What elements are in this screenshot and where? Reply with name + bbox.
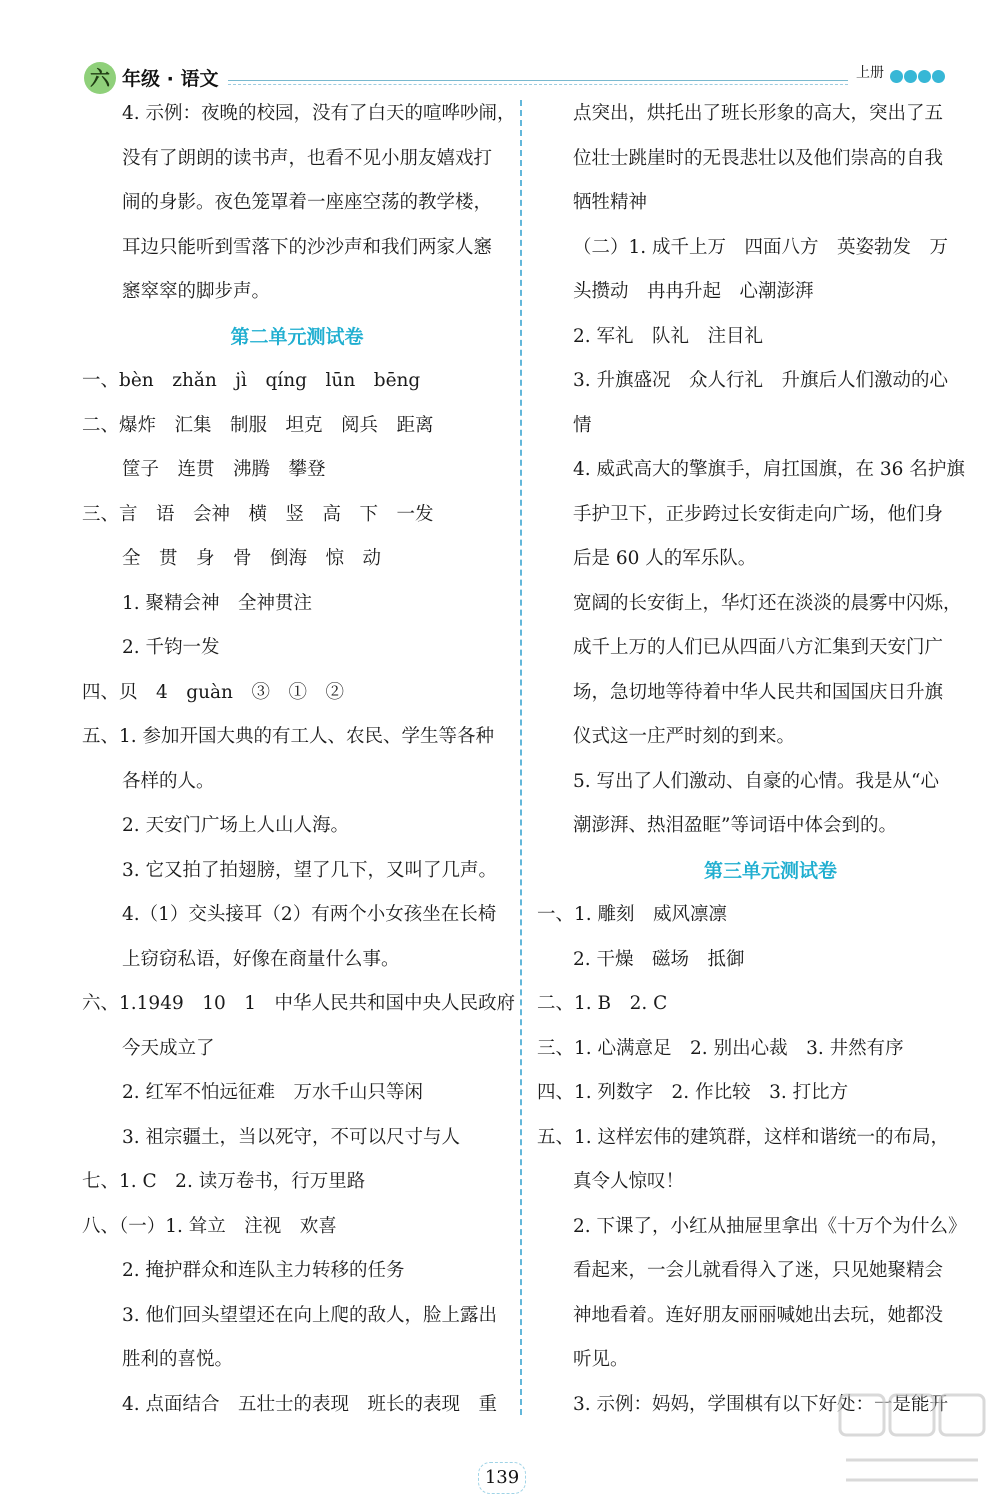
header-rule-dashed xyxy=(228,84,848,85)
answer-line: 窸窣窣的脚步声。 xyxy=(122,281,271,302)
answer-line: 2. 天安门广场上人山人海。 xyxy=(122,815,350,836)
answer-line: 1. 聚精会神 全神贯注 xyxy=(122,592,313,614)
answer-line: 二、爆炸 汇集 制服 坦克 阅兵 距离 xyxy=(82,414,434,436)
answer-line: 仪式这一庄严时刻的到来。 xyxy=(573,726,796,747)
answer-line: 没有了朗朗的读书声，也看不见小朋友嬉戏打 xyxy=(122,147,493,169)
section-title: 第二单元测试卷 xyxy=(230,325,364,348)
page-header xyxy=(0,0,1000,100)
answer-line: 情 xyxy=(573,414,592,436)
grade-subject-label: 年级 · 语文 xyxy=(122,68,219,90)
answer-line: 3. 他们回头望望还在向上爬的敌人，脸上露出 xyxy=(122,1304,498,1326)
answer-line: 五、1. 这样宏伟的建筑群，这样和谐统一的布局， xyxy=(537,1126,950,1148)
answer-line: 真令人惊叹！ xyxy=(573,1171,685,1192)
answer-line: 胜利的喜悦。 xyxy=(122,1349,234,1370)
answer-line: 3. 它又拍了拍翅膀，望了几下，又叫了几声。 xyxy=(122,859,498,881)
answer-line: 看起来，一会儿就看得入了迷，只见她聚精会 xyxy=(573,1260,944,1281)
answer-line: 全 贯 身 骨 倒海 惊 动 xyxy=(122,548,382,569)
answer-line: 各样的人。 xyxy=(122,770,215,792)
answer-line: 上窃窃私语，好像在商量什么事。 xyxy=(122,948,400,970)
answer-line: 3. 祖宗疆土，当以死守，不可以尺寸与人 xyxy=(122,1126,461,1148)
answer-line: 四、贝 4 guàn ③ ① ② xyxy=(82,681,344,703)
answer-line: 2. 千钧一发 xyxy=(122,637,220,658)
answer-line: 神地看着。连好朋友丽丽喊她出去玩，她都没 xyxy=(573,1304,944,1326)
answer-line: 一、bèn zhǎn jì qíng lūn bēng xyxy=(82,370,421,391)
answer-line: 4. 点面结合 五壮士的表现 班长的表现 重 xyxy=(122,1393,498,1415)
answer-line: 4. 示例：夜晚的校园，没有了白天的喧哗吵闹， xyxy=(122,103,516,124)
header-rule xyxy=(228,80,848,81)
answer-line: 六、1.1949 10 1 中华人民共和国中央人民政府 xyxy=(82,993,516,1014)
answer-line: 三、1. 心满意足 2. 别出心裁 3. 井然有序 xyxy=(537,1037,904,1059)
answer-line: 四、1. 列数字 2. 作比较 3. 打比方 xyxy=(537,1082,849,1103)
watermark-logo-icon xyxy=(832,1385,992,1505)
answer-line: 七、1. C 2. 读万卷书，行万里路 xyxy=(82,1171,366,1192)
answer-line: 牺牲精神 xyxy=(573,192,648,213)
answer-line: 耳边只能听到雪落下的沙沙声和我们两家人窸 xyxy=(122,236,493,258)
answer-line: （二）1. 成千上万 四面八方 英姿勃发 万 xyxy=(573,236,949,258)
answer-line: 宽阔的长安街上，华灯还在淡淡的晨雾中闪烁， xyxy=(573,592,962,614)
answer-line: 手护卫下，正步跨过长安街走向广场，他们身 xyxy=(573,503,944,525)
section-title: 第三单元测试卷 xyxy=(703,859,837,882)
answer-line: 头攒动 冉冉升起 心潮澎湃 xyxy=(573,281,814,302)
column-divider xyxy=(520,100,522,1415)
right-column xyxy=(537,92,968,1427)
answer-line: 2. 掩护群众和连队主力转移的任务 xyxy=(122,1260,405,1281)
answer-line: 2. 干燥 磁场 抵御 xyxy=(573,948,745,970)
answer-line: 后是 60 人的军乐队。 xyxy=(573,548,757,569)
grade-badge: 六 xyxy=(84,62,116,94)
answer-line: 成千上万的人们已从四面八方汇集到天安门广 xyxy=(573,637,944,658)
answer-line: 4.（1）交头接耳（2）有两个小女孩坐在长椅 xyxy=(122,904,497,925)
answer-line: 今天成立了 xyxy=(122,1037,215,1059)
answer-line: 点突出，烘托出了班长形象的高大，突出了五 xyxy=(573,103,944,124)
answer-line: 闹的身影。夜色笼罩着一座座空荡的教学楼， xyxy=(122,192,493,213)
page-number: 139 xyxy=(478,1462,526,1494)
volume-label: 上册 xyxy=(856,65,884,81)
answer-line: 潮澎湃、热泪盈眶”等词语中体会到的。 xyxy=(573,815,897,836)
answer-line: 2. 下课了，小红从抽屉里拿出《十万个为什么》 xyxy=(573,1215,967,1237)
answer-line: 五、1. 参加开国大典的有工人、农民、学生等各种 xyxy=(82,726,495,747)
answer-line: 三、言 语 会神 横 竖 高 下 一发 xyxy=(82,503,434,525)
answer-line: 4. 威武高大的擎旗手，肩扛国旗，在 36 名护旗 xyxy=(573,459,965,480)
answer-line: 听见。 xyxy=(573,1349,629,1370)
answer-line: 2. 红军不怕远征难 万水千山只等闲 xyxy=(122,1082,424,1103)
answer-line: 位壮士跳崖时的无畏悲壮以及他们崇高的自我 xyxy=(573,147,944,169)
decorative-dots-icon xyxy=(890,68,946,87)
answer-line: 一、1. 雕刻 威风凛凛 xyxy=(537,904,728,925)
answer-line: 3. 升旗盛况 众人行礼 升旗后人们激动的心 xyxy=(573,370,949,391)
answer-line: 5. 写出了人们激动、自豪的心情。我是从“心 xyxy=(573,770,939,792)
left-column xyxy=(82,92,516,1427)
answer-line: 3. 示例：妈妈，学围棋有以下好处：一是能开 xyxy=(573,1393,949,1415)
answer-line: 场，急切地等待着中华人民共和国国庆日升旗 xyxy=(573,681,944,703)
answer-line: 二、1. B 2. C xyxy=(537,993,668,1014)
answer-line: 2. 军礼 队礼 注目礼 xyxy=(573,325,764,347)
answer-line: 筐子 连贯 沸腾 攀登 xyxy=(122,459,326,480)
answer-line: 八、（一）1. 耸立 注视 欢喜 xyxy=(82,1215,337,1237)
